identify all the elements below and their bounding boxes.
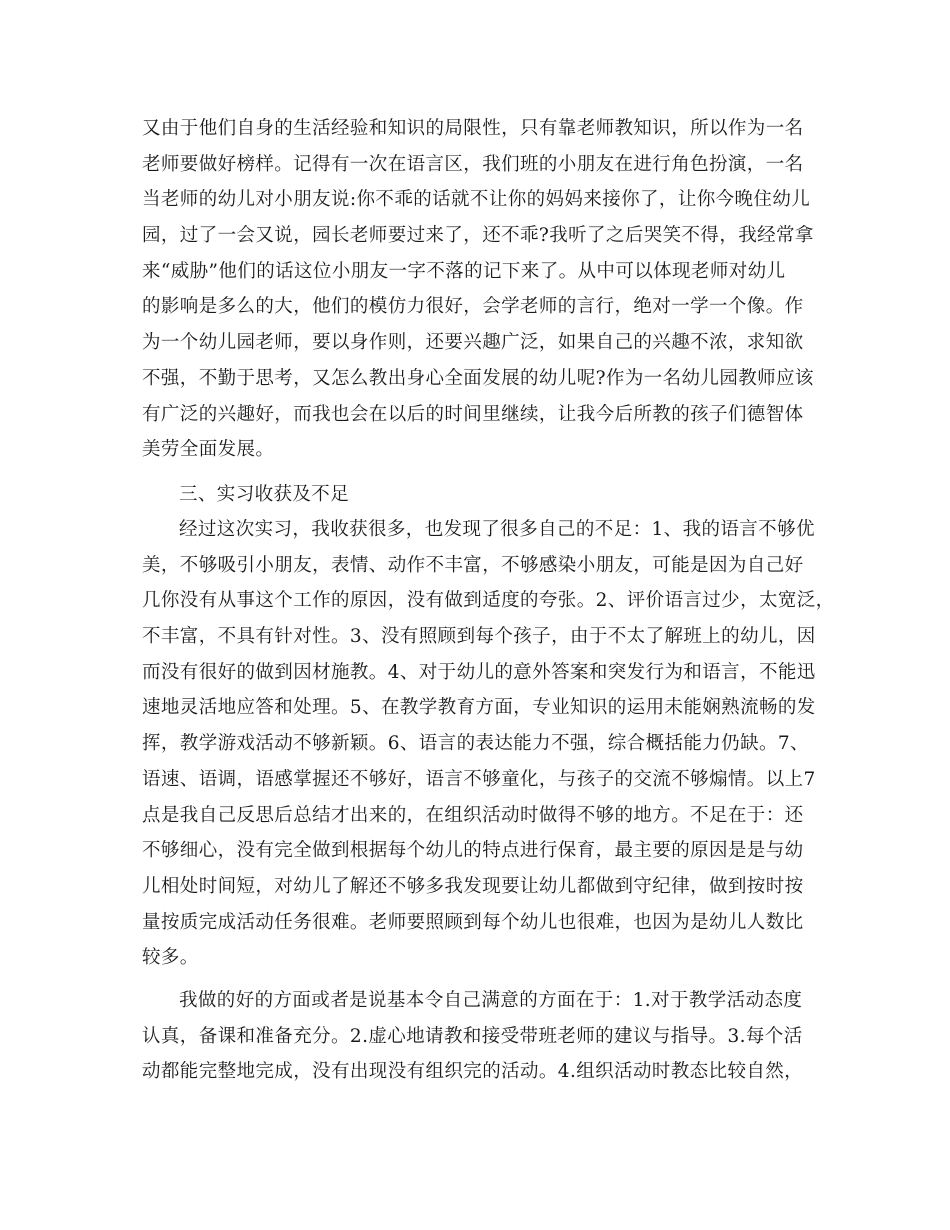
text-line: 儿相处时间短，对幼儿了解还不够多我发现要让幼儿都做到守纪律，做到按时按 bbox=[142, 875, 804, 897]
text-line: 量按质完成活动任务很难。老师要照顾到每个幼儿也很难，也因为是幼儿人数比 bbox=[142, 911, 804, 933]
paragraph-shortcomings bbox=[142, 512, 835, 976]
text-line: 动都能完整地完成，没有出现没有组织完的活动。4.组织活动时教态比较自然， bbox=[142, 1061, 804, 1083]
text-line: 园，过了一会又说，园长老师要过来了，还不乖?我听了之后哭笑不得，我经常拿 bbox=[142, 225, 814, 247]
text-line: 而没有很好的做到因材施教。4、对于幼儿的意外答案和突发行为和语言，不能迅 bbox=[142, 661, 816, 683]
text-line: 不强，不勤于思考，又怎么教出身心全面发展的幼儿呢?作为一名幼儿园教师应该 bbox=[142, 367, 814, 389]
text-line: 又由于他们自身的生活经验和知识的局限性，只有靠老师教知识，所以作为一名 bbox=[142, 118, 804, 139]
paragraph-strengths bbox=[142, 983, 822, 1090]
section-heading bbox=[142, 477, 822, 513]
text-line: 几你没有从事这个工作的原因，没有做到适度的夸张。2、评价语言过少，太宽泛， bbox=[142, 590, 835, 612]
text-line: 较多。 bbox=[142, 947, 199, 969]
text-line: 美，不够吸引小朋友，表情、动作不丰富，不够感染小朋友，可能是因为自己好 bbox=[142, 554, 804, 576]
text-line: 来“威胁”他们的话这位小朋友一字不落的记下来了。从中可以体现老师对幼儿 bbox=[142, 260, 786, 282]
text-line: 速地灵活地应答和处理。5、在教学教育方面，专业知识的运用未能娴熟流畅的发 bbox=[142, 697, 816, 719]
paragraph-teacher-role-model bbox=[142, 111, 822, 468]
text-line: 认真，备课和准备充分。2.虚心地请教和接受带班老师的建议与指导。3.每个活 bbox=[142, 1025, 803, 1047]
text-line: 点是我自己反思后总结才出来的，在组织活动时做得不够的地方。不足在于：还 bbox=[142, 804, 804, 826]
text-line: 美劳全面发展。 bbox=[142, 439, 275, 461]
text-line: 语速、语调，语感掌握还不够好，语言不够童化，与孩子的交流不够煽情。以上7 bbox=[142, 768, 816, 790]
text-line: 的影响是多么的大，他们的模仿力很好，会学老师的言行，绝对一学一个像。作 bbox=[142, 296, 804, 318]
text-line: 挥，教学游戏活动不够新颖。6、语言的表达能力不强，综合概括能力仍缺。7、 bbox=[142, 733, 809, 755]
section-heading-text: 三、实习收获及不足 bbox=[179, 484, 350, 505]
text-line: 有广泛的兴趣好，而我也会在以后的时间里继续，让我今后所教的孩子们德智体 bbox=[142, 403, 804, 425]
text-line: 为一个幼儿园老师，要以身作则，还要兴趣广泛，如果自己的兴趣不浓，求知欲 bbox=[142, 332, 804, 354]
text-line: 不够细心，没有完全做到根据每个幼儿的特点进行保育，最主要的原因是是与幼 bbox=[142, 840, 804, 862]
text-line: 当老师的幼儿对小朋友说:你不乖的话就不让你的妈妈来接你了，让你今晚住幼儿 bbox=[142, 189, 811, 211]
text-line: 我做的好的方面或者是说基本令自己满意的方面在于：1.对于教学活动态度 bbox=[179, 990, 803, 1011]
text-line: 不丰富，不具有针对性。3、没有照顾到每个孩子，由于不太了解班上的幼儿，因 bbox=[142, 626, 816, 648]
text-line: 经过这次实习，我收获很多，也发现了很多自己的不足：1、我的语言不够优 bbox=[179, 519, 815, 540]
text-line: 老师要做好榜样。记得有一次在语言区，我们班的小朋友在进行角色扮演，一名 bbox=[142, 153, 804, 175]
